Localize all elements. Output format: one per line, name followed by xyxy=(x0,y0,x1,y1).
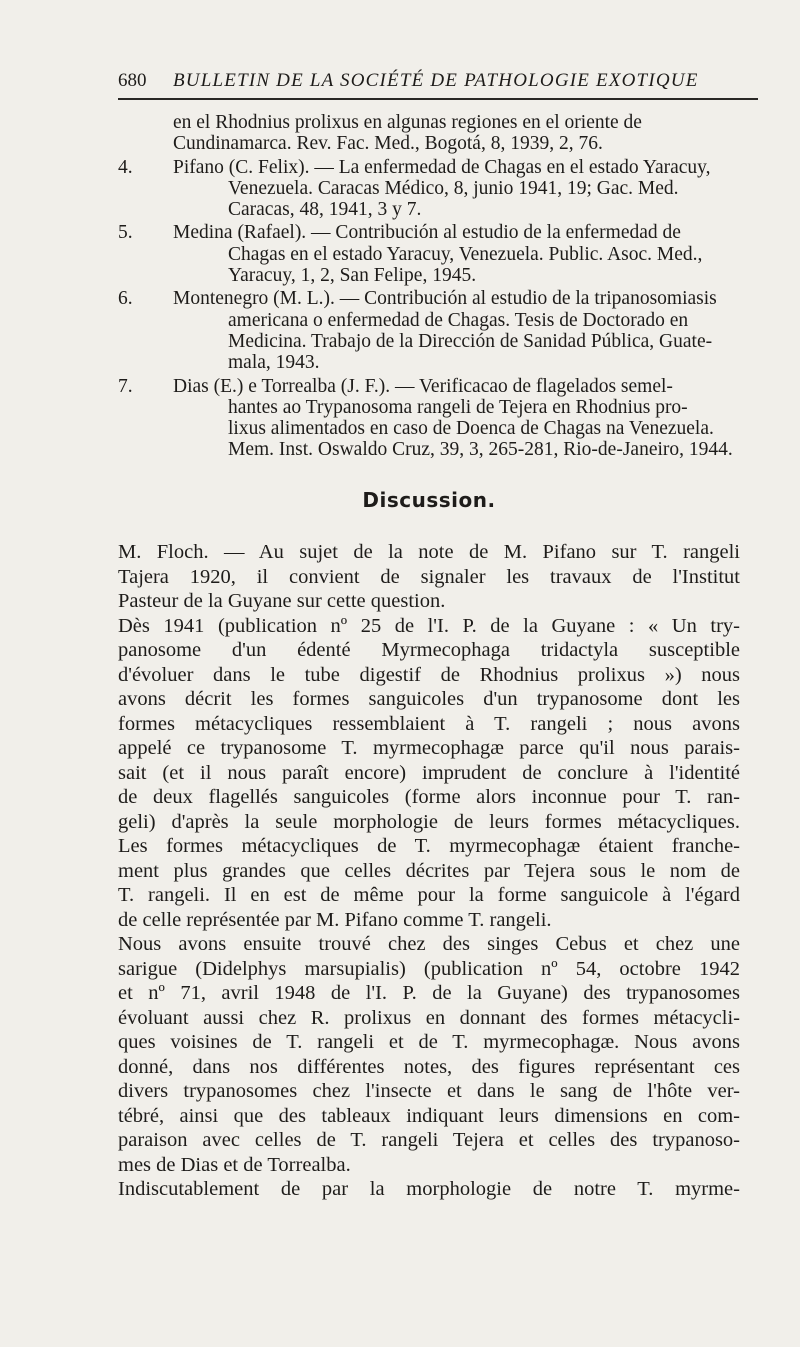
text-line: ment plus grandes que celles décrites par Tejera sous le nom de xyxy=(118,859,740,882)
reference-list xyxy=(118,112,740,463)
reference-line: hantes ao Trypanosoma rangeli de Tejera en Rhodnius pro- xyxy=(228,396,688,418)
reference-line: en el Rhodnius prolixus en algunas regiones en el oriente de xyxy=(173,112,642,133)
text-line: panosome d'un édenté Myrmecophaga tridactyla susceptible xyxy=(118,639,740,661)
reference-line: Yaracuy, 1, 2, San Felipe, 1945. xyxy=(228,265,477,287)
text-line: appelé ce trypanosome T. myrmecophagæ parce qu'il nous parais- xyxy=(118,737,740,759)
text-line: geli) d'après la seule morphologie de leurs formes métacycliques. xyxy=(118,810,740,833)
discussion-body xyxy=(118,540,740,1202)
reference-line: Chagas en el estado Yaracuy, Venezuela. Public. Asoc. Med., xyxy=(228,243,703,265)
text-line: Les formes métacycliques de T. myrmecophagæ étaient franche- xyxy=(118,835,740,857)
reference-line: Cundinamarca. Rev. Fac. Med., Bogotá, 8, 1939, 2, 76. xyxy=(173,133,603,155)
paragraph-2 xyxy=(118,614,740,933)
reference-line: Medicina. Trabajo de la Dirección de Sanidad Pública, Guate- xyxy=(228,330,713,352)
text-line: Indiscutablement de par la morphologie de notre T. myrme- xyxy=(118,1178,740,1200)
text-line: formes métacycliques ressemblaient à T. rangeli ; nous avons xyxy=(118,712,740,735)
reference-3-continuation xyxy=(118,112,740,155)
text-line: d'évoluer dans le tube digestif de Rhodnius prolixus ») nous xyxy=(118,663,740,686)
reference-number: 4. xyxy=(118,156,133,178)
reference-line: mala, 1943. xyxy=(228,352,320,374)
text-line: Nous avons ensuite trouvé chez des singes Cebus et chez une xyxy=(118,933,740,955)
reference-7 xyxy=(118,376,740,461)
text-line: de deux flagellés sanguicoles (forme alors inconnue pour T. ran- xyxy=(118,786,740,808)
paragraph-4 xyxy=(118,1177,740,1202)
reference-line: Medina (Rafael). — Contribución al estudio de la enfermedad de xyxy=(173,222,681,244)
text-line: paraison avec celles de T. rangeli Tejera et celles des trypanoso- xyxy=(118,1129,740,1151)
text-line: mes de Dias et de Torrealba. xyxy=(118,1153,351,1176)
text-line: avons décrit les formes sanguicoles d'un trypanosome dont les xyxy=(118,688,740,710)
text-line: de celle représentée par M. Pifano comme T. rangeli. xyxy=(118,908,552,931)
text-line: et nº 71, avril 1948 de l'I. P. de la Guyane) des trypanosomes xyxy=(118,982,740,1004)
running-head xyxy=(118,68,758,100)
reference-number: 6. xyxy=(118,288,133,310)
text-line: donné, dans nos différentes notes, des figures représentant ces xyxy=(118,1055,740,1078)
text-line: Tajera 1920, il convient de signaler les travaux de l'Institut xyxy=(118,565,740,588)
text-line: divers trypanosomes chez l'insecte et dans le sang de l'hôte ver- xyxy=(118,1080,740,1102)
reference-line: Venezuela. Caracas Médico, 8, junio 1941, 19; Gac. Med. xyxy=(228,177,679,199)
reference-line: Mem. Inst. Oswaldo Cruz, 39, 3, 265-281, Rio-de-Janeiro, 1944. xyxy=(228,439,733,461)
text-line: M. Floch. — Au sujet de la note de M. Pifano sur T. rangeli xyxy=(118,541,740,563)
text-line: T. rangeli. Il en est de même pour la forme sanguicole à l'égard xyxy=(118,884,740,906)
reference-line: americana o enfermedad de Chagas. Tesis de Doctorado en xyxy=(228,309,689,331)
reference-line: Montenegro (M. L.). — Contribución al estudio de la tripanosomiasis xyxy=(173,288,717,310)
reference-line: Pifano (C. Felix). — La enfermedad de Chagas en el estado Yaracuy, xyxy=(173,156,711,178)
text-line: Pasteur de la Guyane sur cette question. xyxy=(118,590,446,612)
reference-line: Dias (E.) e Torrealba (J. F.). — Verificacao de flagelados semel- xyxy=(173,375,673,397)
text-line: sarigue (Didelphys marsupialis) (publication nº 54, octobre 1942 xyxy=(118,957,740,980)
reference-4 xyxy=(118,157,740,221)
reference-5 xyxy=(118,222,740,286)
text-line: tébré, ainsi que des tableaux indiquant leurs dimensions en com- xyxy=(118,1104,740,1127)
reference-6 xyxy=(118,288,740,373)
text-line: évoluant aussi chez R. prolixus en donnant des formes métacycli- xyxy=(118,1006,740,1029)
text-line: ques voisines de T. rangeli et de T. myrmecophagæ. Nous avons xyxy=(118,1031,740,1053)
paragraph-3 xyxy=(118,932,740,1177)
text-line: sait (et il nous paraît encore) imprudent de conclure à l'identité xyxy=(118,761,740,784)
reference-number: 5. xyxy=(118,222,133,244)
text-line: Dès 1941 (publication nº 25 de l'I. P. de la Guyane : « Un try- xyxy=(118,614,740,637)
page-number: 680 xyxy=(118,70,147,91)
reference-line: lixus alimentados en caso de Doenca de Chagas na Venezuela. xyxy=(228,418,714,440)
reference-line: Caracas, 48, 1941, 3 y 7. xyxy=(228,199,422,221)
paragraph-1 xyxy=(118,540,740,614)
reference-number: 7. xyxy=(118,375,133,397)
journal-title: BULLETIN DE LA SOCIÉTÉ DE PATHOLOGIE EXOTIQUE xyxy=(173,70,699,91)
section-heading: Discussion. xyxy=(362,488,496,512)
